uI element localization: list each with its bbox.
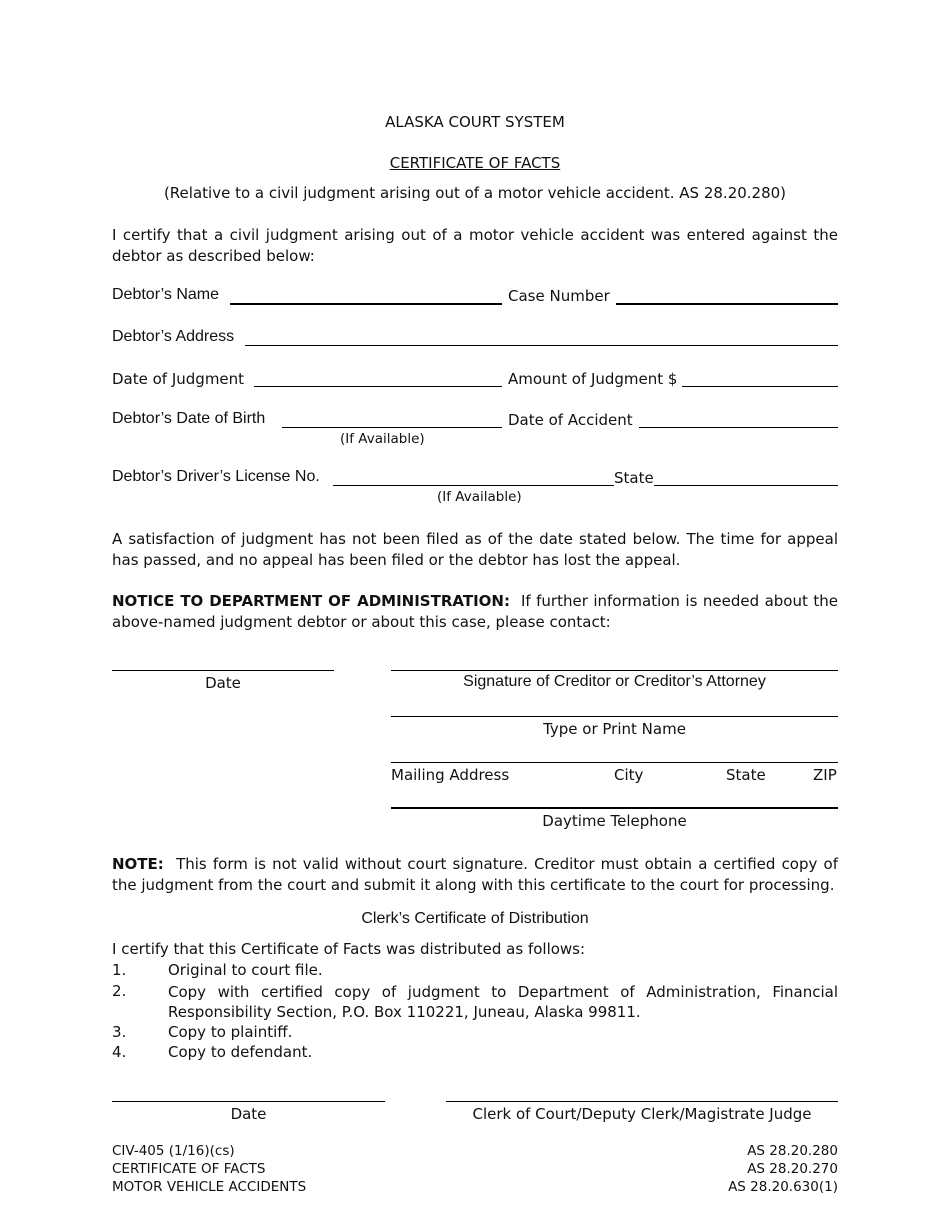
footer-left (112, 1142, 306, 1196)
note-text: This form is not valid without court signature. Creditor must obtain a certified copy of the judgment from the court and submit it along with this certificate to the court for processing. (112, 855, 838, 894)
zip-label: ZIP (813, 766, 837, 784)
clerk-signature-field[interactable] (446, 1101, 838, 1102)
dist-item-4-text: Copy to defendant. (168, 1043, 313, 1061)
footer-right (728, 1142, 838, 1196)
dist-item-4-num: 4. (112, 1043, 127, 1061)
city-label: City (614, 766, 644, 784)
clerk-signature-label: Clerk of Court/Deputy Clerk/Magistrate Judge (472, 1105, 812, 1123)
case-number-label: Case Number (508, 287, 610, 305)
clerk-date-label: Date (230, 1105, 267, 1123)
notice-paragraph (112, 591, 838, 633)
footer-form-subject: MOTOR VEHICLE ACCIDENTS (112, 1179, 307, 1195)
state-label: State (726, 766, 766, 784)
dist-item-1-num: 1. (112, 961, 127, 979)
footer-statute-1: AS 28.20.280 (747, 1143, 838, 1159)
creditor-signature-label: Signature of Creditor or Creditor’s Attorney (463, 673, 766, 690)
telephone-field[interactable] (391, 807, 838, 809)
note-heading: NOTE: (112, 855, 164, 873)
debtor-name-field[interactable] (230, 303, 502, 305)
footer-statute-2: AS 28.20.270 (747, 1161, 838, 1177)
debtor-dob-label: Debtor’s Date of Birth (112, 410, 266, 427)
debtor-address-label: Debtor’s Address (112, 328, 235, 345)
footer-form-title: CERTIFICATE OF FACTS (112, 1161, 266, 1177)
case-number-field[interactable] (616, 303, 838, 305)
dist-item-2-num: 2. (112, 982, 127, 1000)
court-name: ALASKA COURT SYSTEM (385, 113, 565, 131)
intro-paragraph: I certify that a civil judgment arising out of a motor vehicle accident was entered against the debtor as described below: (112, 226, 838, 265)
mailing-address-label: Mailing Address (391, 766, 510, 784)
notice-heading: NOTICE TO DEPARTMENT OF ADMINISTRATION: (112, 592, 510, 610)
dist-item-3-text: Copy to plaintiff. (168, 1023, 293, 1041)
debtor-dob-field[interactable] (282, 427, 502, 428)
telephone-label: Daytime Telephone (542, 812, 687, 830)
form-subtitle: (Relative to a civil judgment arising out of a motor vehicle accident. AS 28.20.280) (163, 184, 787, 202)
license-state-label: State (614, 469, 654, 487)
footer-statute-3: AS 28.20.630(1) (728, 1179, 838, 1195)
dob-if-available-note: (If Available) (340, 431, 425, 447)
date-of-judgment-label: Date of Judgment (112, 370, 245, 388)
footer-form-number: CIV-405 (1/16)(cs) (112, 1143, 235, 1159)
clerk-heading: Clerk’s Certificate of Distribution (361, 910, 589, 927)
amount-of-judgment-label: Amount of Judgment $ (508, 370, 678, 388)
clerk-date-field[interactable] (112, 1101, 385, 1102)
creditor-date-label: Date (205, 674, 241, 692)
license-state-field[interactable] (654, 485, 838, 486)
license-field[interactable] (333, 485, 614, 486)
date-of-accident-label: Date of Accident (508, 411, 633, 429)
creditor-date-field[interactable] (112, 670, 334, 671)
note-paragraph (112, 854, 838, 896)
satisfaction-paragraph: A satisfaction of judgment has not been filed as of the date stated below. The time for appeal has passed, and no appeal has been filed or the debtor has lost the appeal. (112, 530, 838, 569)
dist-item-1-text: Original to court file. (168, 961, 323, 979)
dist-item-2-text: Copy with certified copy of judgment to Department of Administration, Financial Responsibility Section, P.O. Box 110221, Juneau, Alaska 99811. (168, 983, 838, 1021)
debtor-name-label: Debtor’s Name (112, 286, 220, 303)
debtor-address-field[interactable] (245, 345, 838, 346)
mailing-address-field[interactable] (391, 762, 838, 763)
license-if-available-note: (If Available) (437, 489, 522, 505)
date-of-judgment-field[interactable] (254, 386, 502, 387)
notice-text: If further information is needed about the above-named judgment debtor or about this case, please contact: (112, 592, 838, 631)
creditor-signature-field[interactable] (391, 670, 838, 671)
dist-item-3-num: 3. (112, 1023, 127, 1041)
print-name-label: Type or Print Name (543, 720, 686, 738)
date-of-accident-field[interactable] (639, 427, 838, 428)
amount-of-judgment-field[interactable] (682, 386, 838, 387)
print-name-field[interactable] (391, 716, 838, 717)
form-title: CERTIFICATE OF FACTS (389, 154, 561, 172)
license-label: Debtor’s Driver’s License No. (112, 468, 320, 485)
clerk-intro: I certify that this Certificate of Facts was distributed as follows: (112, 940, 586, 958)
